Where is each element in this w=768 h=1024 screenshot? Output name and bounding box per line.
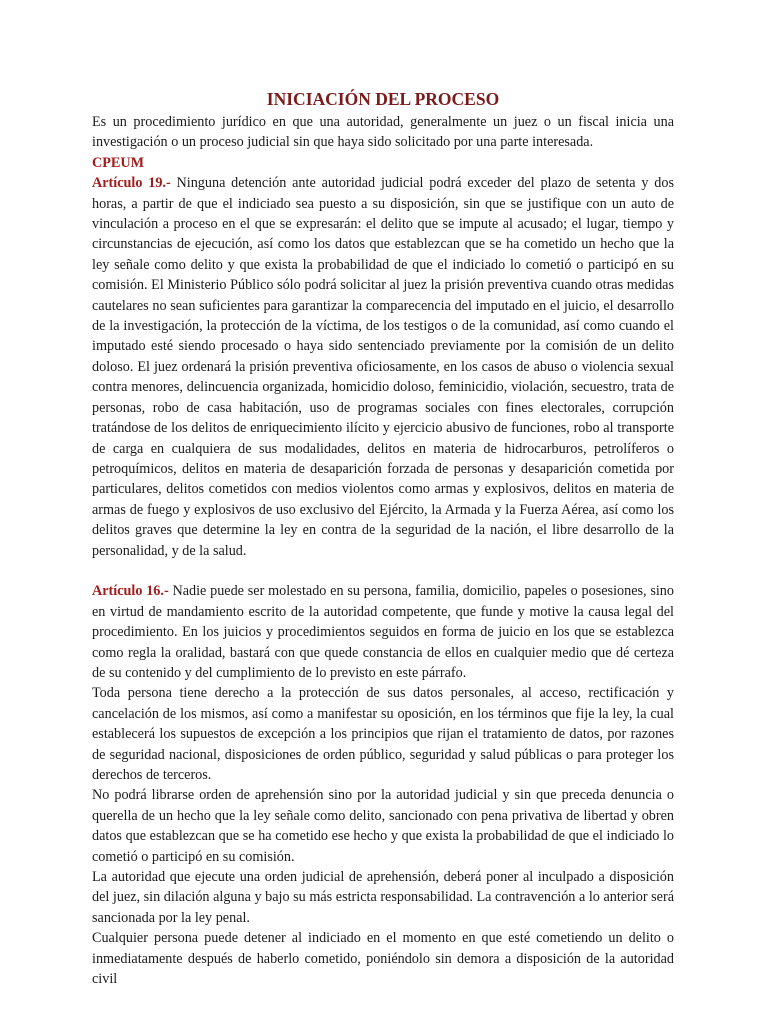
article-16-paragraph-4: La autoridad que ejecute una orden judicial de aprehensión, deberá poner al inculpado a disposición del juez, sin dilación alguna y bajo su más estricta responsabilidad. La contravención a lo anterior será sancionada por la ley penal. <box>92 869 674 926</box>
document-title: INICIACIÓN DEL PROCESO <box>266 89 500 109</box>
article-19-label: Artículo 19.- <box>92 175 171 192</box>
article-16-text: Nadie puede ser molestado en su persona, familia, domicilio, papeles o posesiones, sino en virtud de mandamiento escrito de la autoridad competente, que funde y motive la causa legal del procedimiento. En los juicios y procedimientos seguidos en forma de juicio en los que se establezca como regla la oralidad, bastará con que quede constancia de ellos en cualquier medio que dé certeza de su contenido y del cumplimiento de lo previsto en este párrafo. <box>92 583 674 681</box>
article-16-paragraph-5: Cualquier persona puede detener al indiciado en el momento en que esté cometiendo un delito o inmediatamente después de haberlo cometido, poniéndolo sin demora a disposición de la autoridad civil <box>92 930 674 988</box>
paragraph-spacer <box>92 561 674 581</box>
source-heading: CPEUM <box>92 154 145 171</box>
article-16-paragraph-2: Toda persona tiene derecho a la protección de sus datos personales, al acceso, rectificación y cancelación de los mismos, así como a manifestar su oposición, en los términos que fije la ley, la cual establecerá los supuestos de excepción a los principios que rijan el tratamiento de datos, por razones de seguridad nacional, disposiciones de orden público, seguridad y salud públicas o para proteger los derechos de terceros. <box>92 685 674 783</box>
article-16-paragraph-3: No podrá librarse orden de aprehensión sino por la autoridad judicial y sin que preceda denuncia o querella de un hecho que la ley señale como delito, sancionado con pena privativa de libertad y obren datos que establezcan que se ha cometido ese hecho y que exista la probabilidad de que el indiciado lo cometió o participó en su comisión. <box>92 787 674 865</box>
document-page <box>92 88 674 989</box>
article-16-paragraph <box>92 581 674 683</box>
article-19-text: Ninguna detención ante autoridad judicial podrá exceder del plazo de setenta y dos horas, a partir de que el indiciado sea puesto a su disposición, sin que se justifique con un auto de vinculación a proceso en el que se expresarán: el delito que se impute al acusado; el lugar, tiempo y circunstancias de ejecución, así como los datos que establezcan que se ha cometido un hecho que la ley señale como delito y que exista la probabilidad de que el indiciado lo cometió o participó en su comisión. El Ministerio Público sólo podrá solicitar al juez la prisión preventiva cuando otras medidas cautelares no sean suficientes para garantizar la comparecencia del imputado en el juicio, el desarrollo de la investigación, la protección de la víctima, de los testigos o de la comunidad, así como cuando el imputado esté siendo procesado o haya sido sentenciado previamente por la comisión de un delito doloso. El juez ordenará la prisión preventiva oficiosamente, en los casos de abuso o violencia sexual contra menores, delincuencia organizada, homicidio doloso, feminicidio, violación, secuestro, trata de personas, robo de casa habitación, uso de programas sociales con fines electorales, corrupción tratándose de los delitos de enriquecimiento ilícito y ejercicio abusivo de funciones, robo al transporte de carga en cualquiera de sus modalidades, delitos en materia de hidrocarburos, petrolíferos o petroquímicos, delitos en materia de desaparición forzada de personas y desaparición cometida por particulares, delitos cometidos con medios violentos como armas y explosivos, delitos en materia de armas de fuego y explosivos de uso exclusivo del Ejército, la Armada y la Fuerza Aérea, así como los delitos graves que determine la ley en contra de la seguridad de la nación, el libre desarrollo de la personalidad, y de la salud. <box>92 175 674 559</box>
intro-paragraph: Es un procedimiento jurídico en que una autoridad, generalmente un juez o un fiscal inicia una investigación o un proceso judicial sin que haya sido solicitado por una parte interesada. <box>92 114 674 151</box>
article-16-label: Artículo 16.- <box>92 583 169 600</box>
article-19-paragraph <box>92 173 674 561</box>
